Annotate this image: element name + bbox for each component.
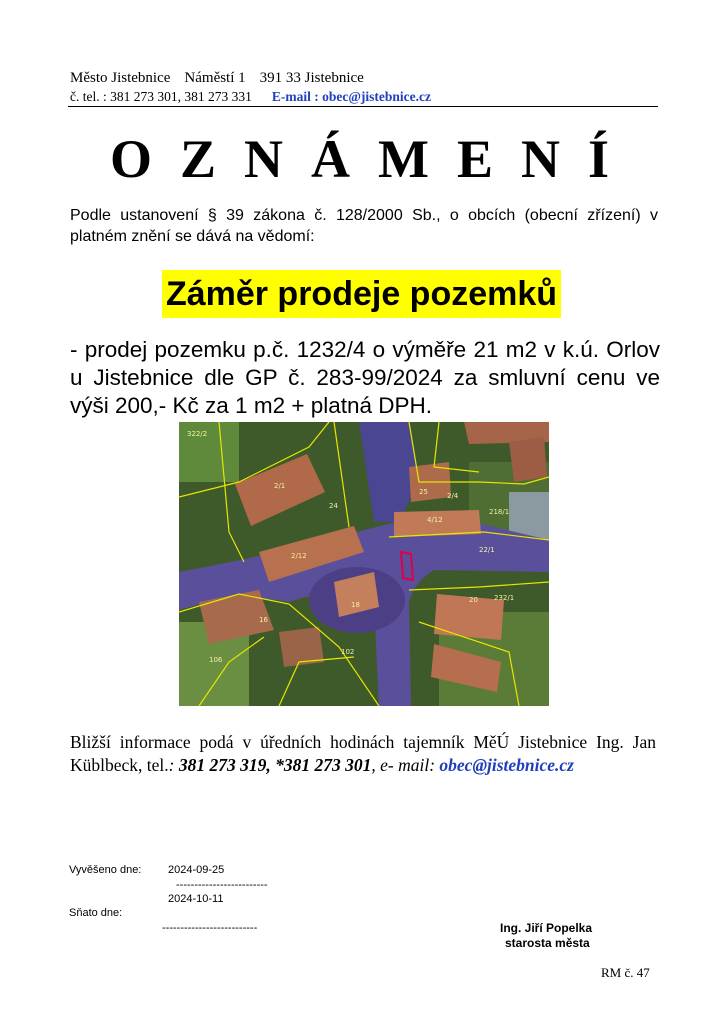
parcel-label: 4/12 <box>427 516 443 524</box>
header-address <box>70 70 378 87</box>
parcel-label: 20 <box>469 596 478 604</box>
parcel-label: 22/1 <box>479 546 495 554</box>
posted-date: 2024-09-25 <box>168 864 225 876</box>
taken-date: 2024-10-11 <box>168 893 224 905</box>
parcel-label: 18 <box>351 601 360 609</box>
parcel-label: 2/1 <box>274 482 286 490</box>
heading-container <box>0 270 723 318</box>
parcel-label: 102 <box>341 648 355 656</box>
header-phone: č. tel. : 381 273 301, 381 273 331 <box>70 89 252 104</box>
header-contact <box>70 89 431 105</box>
parcel-label: 16 <box>259 616 268 624</box>
sale-description: - prodej pozemku p.č. 1232/4 o výměře 21 m2 v k.ú. Orlov u Jistebnice dle GP č. 283-99/2024 za smluvní cenu ve výši 200,- Kč za 1 m2 + platná DPH. <box>70 337 660 418</box>
posted-signature-line: ------------------------- <box>176 879 268 891</box>
contact-email-link[interactable]: obec@jistebnice.cz <box>439 754 574 775</box>
contact-info <box>70 731 656 776</box>
parcel-label: 232/1 <box>494 594 515 602</box>
contact-mail-label: , e- mail: <box>371 754 436 775</box>
taken-label: Sňato dne: <box>69 907 123 919</box>
contact-phone-1: 381 273 319 <box>178 754 267 775</box>
header-street: Náměstí 1 <box>184 70 246 86</box>
taken-signature-line: -------------------------- <box>162 922 258 934</box>
announcement-heading: Záměr prodeje pozemků <box>162 270 561 318</box>
contact-phone-2: *381 273 301 <box>275 754 372 775</box>
page-title: OZNÁMENÍ <box>109 129 637 189</box>
parcel-label: 322/2 <box>187 430 208 438</box>
parcel-label: 106 <box>209 656 223 664</box>
parcel-label: 218/1 <box>489 508 510 516</box>
contact-comma: , <box>266 754 271 775</box>
intro-text: Podle ustanovení § 39 zákona č. 128/2000 Sb., o obcích (obecní zřízení) v platném znění se dává na vědomí: <box>70 207 658 245</box>
header-email: E-mail : obec@jistebnice.cz <box>271 89 432 104</box>
posted-label: Vyvěšeno dne: <box>69 864 142 876</box>
parcel-label: 24 <box>329 502 338 510</box>
parcel-label: 2/12 <box>291 552 307 560</box>
header-town: Město Jistebnice <box>70 70 171 86</box>
signatory-role: starosta města <box>505 936 590 950</box>
contact-text: Bližší informace podá v úředních hodinách tajemník MěÚ Jistebnice Ing. Jan Küblbeck, tel. <box>70 732 656 775</box>
parcel-label: 2/4 <box>447 492 459 500</box>
resolution-ref: RM č. 47 <box>601 965 650 980</box>
header-postal: 391 33 Jistebnice <box>259 70 364 86</box>
contact-colon: : <box>168 754 175 775</box>
header-divider <box>68 106 658 107</box>
parcel-label: 25 <box>419 488 428 496</box>
cadastral-map-image <box>179 422 549 706</box>
signatory-name: Ing. Jiří Popelka <box>500 921 593 935</box>
